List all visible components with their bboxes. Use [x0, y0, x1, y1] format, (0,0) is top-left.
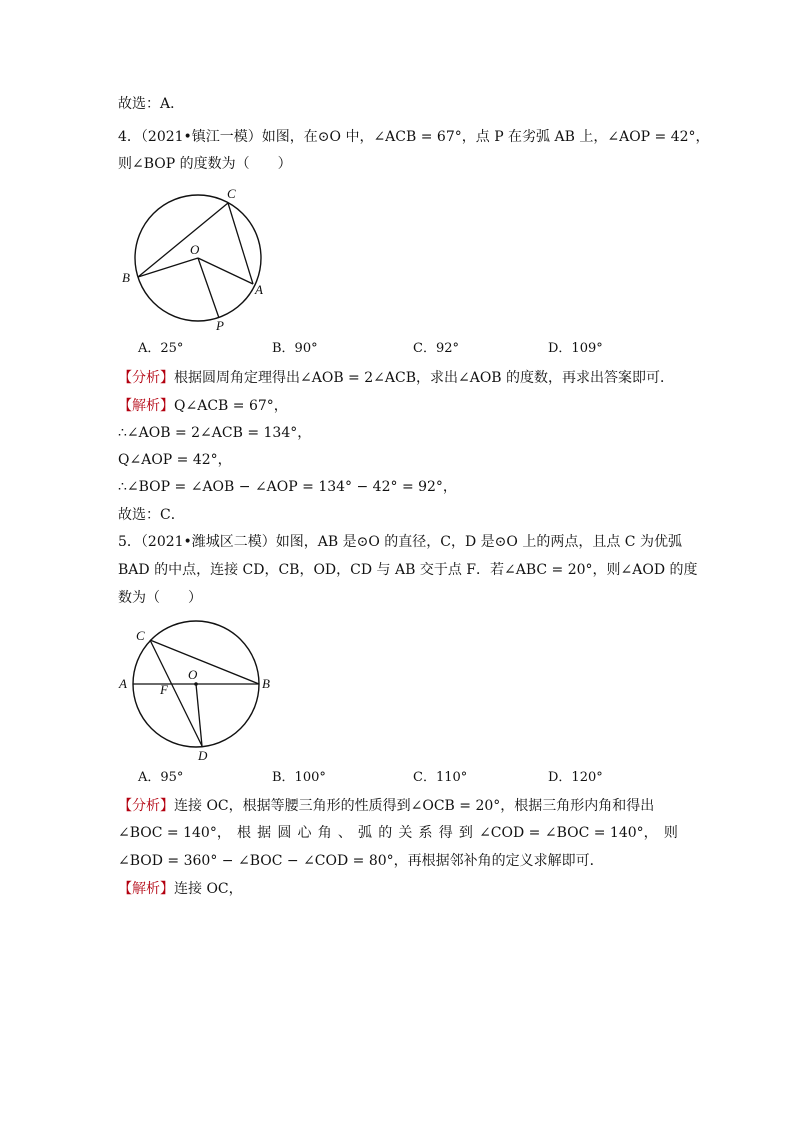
q5-analysis-text1: 连接 OC，根据等腰三角形的性质得到∠OCB = 20°，根据三角形内角和得出	[174, 798, 655, 814]
q5-analysis-part: 角	[317, 825, 332, 841]
q4-solution-step4: ∴∠BOP = ∠AOB − ∠AOP = 134° − 42° = 92°，	[118, 479, 457, 495]
q5-analysis-part: 据	[257, 825, 272, 841]
q5-analysis-part: 心	[297, 825, 312, 841]
q5-analysis-part: 、	[337, 825, 352, 841]
q4-analysis-text: 根据圆周角定理得出∠AOB = 2∠ACB，求出∠AOB 的度数，再求出答案即可．	[174, 370, 675, 386]
q4-solution-tag: 【解析】	[118, 398, 174, 414]
q4-option-d[interactable]: D．109°	[548, 341, 603, 356]
q5-label-d: D	[198, 748, 208, 763]
q4-solution-step3: Q∠AOP = 42°，	[118, 452, 232, 468]
q5-solution-line1	[118, 879, 243, 899]
q4-solution-step2: ∴∠AOB = 2∠ACB = 134°，	[118, 425, 312, 441]
q5-solution-tag: 【解析】	[118, 881, 174, 897]
q5-analysis-part: ∠BOC = 140°，	[118, 825, 231, 841]
q5-analysis-tag: 【分析】	[118, 798, 174, 814]
q5-solution-text: 连接 OC，	[174, 881, 243, 897]
q5-analysis-part: 的	[378, 825, 393, 841]
q5-analysis-part: 系	[418, 825, 433, 841]
q5-label-o: O	[188, 667, 198, 682]
q4-stem-line2: 则∠BOP 的度数为（ ）	[118, 156, 292, 172]
q5-analysis-part: 关	[398, 825, 413, 841]
q5-analysis-part: 得	[438, 825, 453, 841]
q4-option-c[interactable]: C．92°	[413, 341, 459, 356]
q4-circle-diagram	[118, 182, 288, 332]
q4-answer: 故选：C．	[118, 507, 185, 523]
q5-segment-cd	[150, 640, 202, 746]
q4-label-a: A	[255, 282, 263, 297]
q5-analysis-line2	[118, 823, 678, 843]
q5-stem-line3: 数为（ ）	[118, 590, 202, 606]
q4-label-c: C	[227, 186, 236, 201]
q4-label-b: B	[122, 270, 130, 285]
q4-analysis	[118, 368, 674, 388]
q4-label-o: O	[190, 242, 200, 257]
q5-analysis-part: 到	[458, 825, 473, 841]
q4-solution-line1	[118, 396, 288, 416]
q4-segment-ca	[228, 203, 253, 284]
q4-solution-step1: Q∠ACB = 67°，	[174, 398, 288, 414]
q4-label-p: P	[216, 318, 224, 332]
q5-segment-cb	[150, 640, 259, 684]
q5-analysis-line1	[118, 796, 654, 816]
q5-stem-line2: BAD 的中点，连接 CD，CB，OD，CD 与 AB 交于点 F．若∠ABC = 20°，则∠AOD 的度	[118, 562, 698, 578]
q5-circle-diagram	[114, 614, 284, 764]
q4-analysis-tag: 【分析】	[118, 370, 174, 386]
q5-option-c[interactable]: C．110°	[413, 770, 468, 785]
q4-option-a[interactable]: A．25°	[138, 341, 184, 356]
q5-analysis-part: 根	[237, 825, 251, 841]
q5-option-a[interactable]: A．95°	[138, 770, 184, 785]
q5-analysis-line3: ∠BOD = 360° − ∠BOC − ∠COD = 80°，再根据邻补角的定义求解即可．	[118, 853, 604, 869]
previous-answer: 故选：A．	[118, 96, 185, 112]
q5-label-b: B	[262, 676, 270, 691]
q4-segment-ob	[138, 258, 198, 277]
q4-option-b[interactable]: B．90°	[272, 341, 318, 356]
q5-center-point	[194, 682, 198, 686]
q5-stem-line1: 5．（2021•潍城区二模）如图，AB 是⊙O 的直径，C，D 是⊙O 上的两点，且点 C 为优弧	[118, 534, 682, 550]
q5-label-f: F	[160, 682, 168, 697]
q5-label-c: C	[136, 628, 145, 643]
q5-analysis-part: 则	[663, 825, 678, 841]
q5-option-b[interactable]: B．100°	[272, 770, 326, 785]
q5-option-d[interactable]: D．120°	[548, 770, 603, 785]
q5-label-a: A	[119, 676, 127, 691]
q5-analysis-part: 圆	[277, 825, 292, 841]
q4-stem-line1: 4．（2021•镇江一模）如图，在⊙O 中，∠ACB = 67°，点 P 在劣弧 AB 上，∠AOP = 42°，	[118, 129, 710, 145]
q5-analysis-part: 弧	[358, 825, 373, 841]
q5-analysis-part: ∠COD = ∠BOC = 140°，	[479, 825, 658, 841]
